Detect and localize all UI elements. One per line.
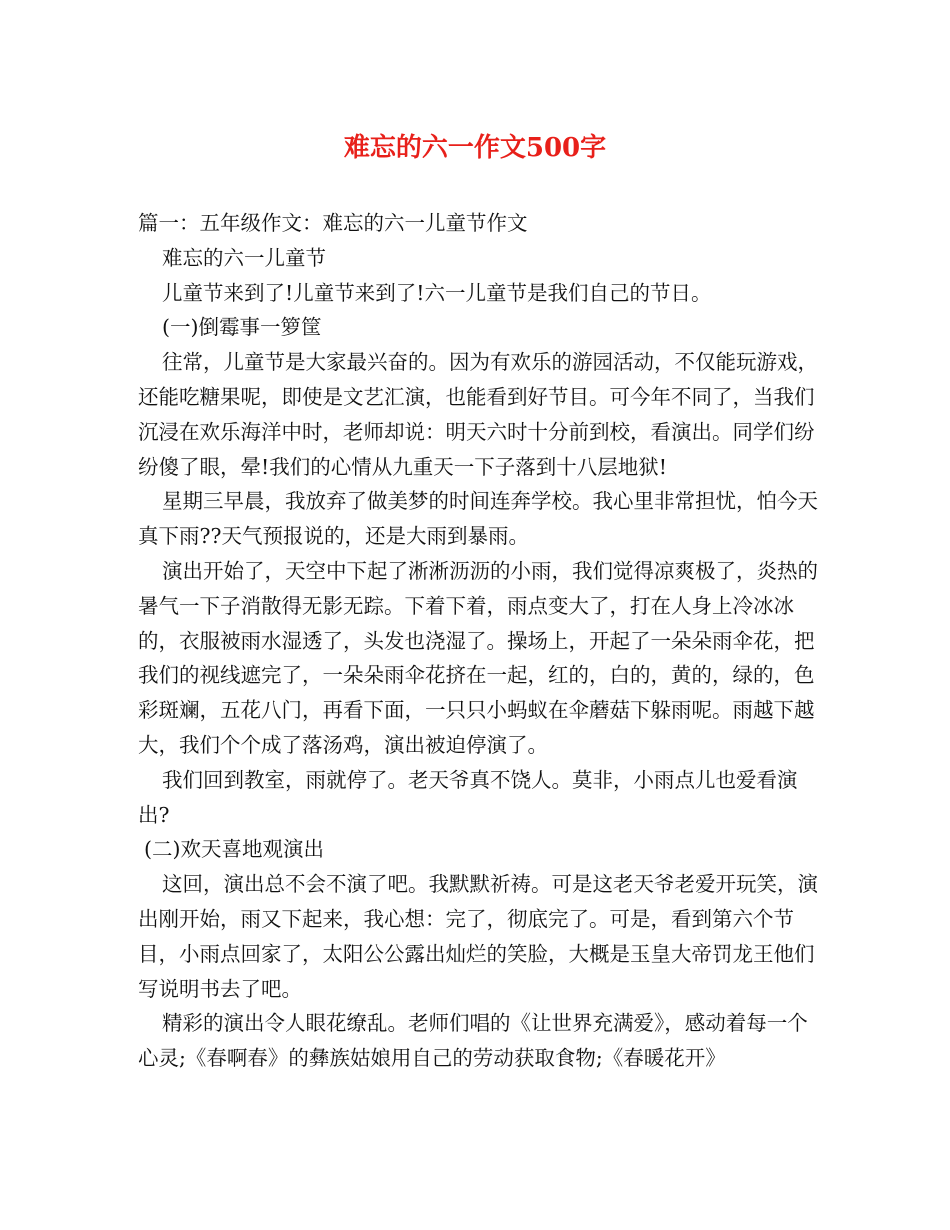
paragraph: 演出开始了，天空中下起了淅淅沥沥的小雨，我们觉得凉爽极了，炎热的暑气一下子消散得无影无踪。下着下着，雨点变大了，打在人身上冷冰冰的，衣服被雨水湿透了，头发也浇湿了。操场上，开起了一朵朵雨伞花，把我们的视线遮完了，一朵朵雨伞花挤在一起，红的，白的，黄的，绿的，色彩斑斓，五花八门，再看下面，一只只小蚂蚁在伞蘑菇下躲雨呢。雨越下越大，我们个个成了落汤鸡，演出被迫停演了。 [138,558,818,757]
article-heading: 篇一：五年级作文：难忘的六一儿童节作文 [138,211,528,235]
paragraph: 我们回到教室，雨就停了。老天爷真不饶人。莫非，小雨点儿也爱看演出? [138,767,798,827]
article-subtitle: 难忘的六一儿童节 [162,245,326,270]
section-heading: (一)倒霉事一箩筐 [162,315,322,340]
document-title: 难忘的六一作文500字 [343,133,607,163]
section-heading: (二)欢天喜地观演出 [144,837,324,862]
document-body [138,206,818,1076]
paragraph: 儿童节来到了!儿童节来到了!六一儿童节是我们自己的节日。 [162,280,712,305]
paragraph: 这回，演出总不会不演了吧。我默默祈祷。可是这老天爷老爱开玩笑，演出刚开始，雨又下起来，我心想：完了，彻底完了。可是，看到第六个节目，小雨点回家了，太阳公公露出灿烂的笑脸，大概是玉皇大帝罚龙王他们写说明书去了吧。 [138,872,818,1001]
paragraph: 往常，儿童节是大家最兴奋的。因为有欢乐的游园活动，不仅能玩游戏，还能吃糖果呢，即使是文艺汇演，也能看到好节目。可今年不同了，当我们沉浸在欢乐海洋中时，老师却说：明天六时十分前到校，看演出。同学们纷纷傻了眼，晕!我们的心情从九重天一下子落到十八层地狱! [138,350,818,479]
paragraph: 精彩的演出令人眼花缭乱。老师们唱的《让世界充满爱》，感动着每一个心灵;《春啊春》的彝族姑娘用自己的劳动获取食物;《春暖花开》 [138,1011,808,1071]
paragraph: 星期三早晨，我放弃了做美梦的时间连奔学校。我心里非常担忧，怕今天真下雨??天气预报说的，还是大雨到暴雨。 [138,489,818,549]
